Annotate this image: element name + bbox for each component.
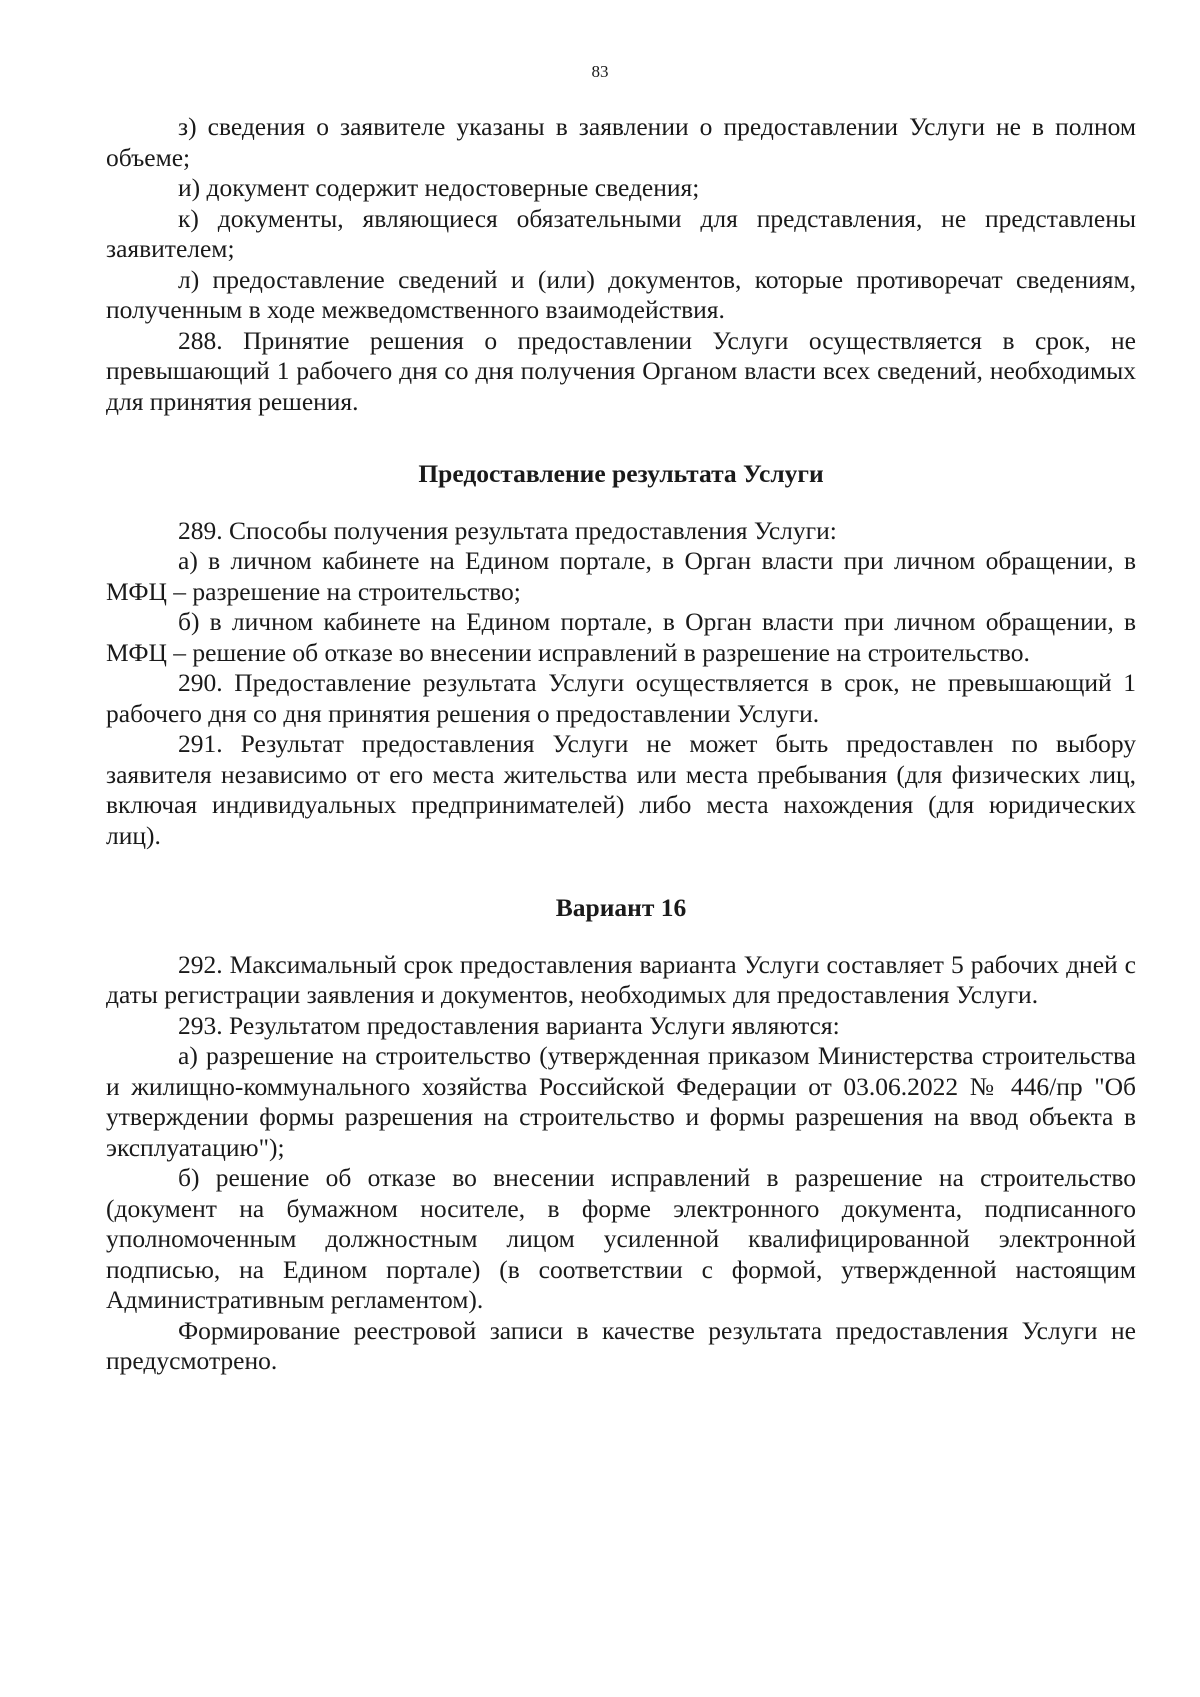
paragraph-288: 288. Принятие решения о предоставлении Услуги осуществляется в срок, не превышающий 1 рабочего дня со дня получения Органом власти всех сведений, необходимых для принятия решения. [106,325,1136,416]
paragraph-z: з) сведения о заявителе указаны в заявлении о предоставлении Услуги не в полном объеме; [106,112,1136,172]
paragraph-l: л) предоставление сведений и (или) документов, которые противоречат сведениям, полученным в ходе межведомственного взаимодействия. [106,264,1136,324]
paragraph-291: 291. Результат предоставления Услуги не может быть предоставлен по выбору заявителя независимо от его места жительства или места пребывания (для физических лиц, включая индивидуальных предпринимателей) либо места нахождения (для юридических лиц). [106,729,1136,850]
paragraph-293-a: а) разрешение на строительство (утвержденная приказом Министерства строительства и жилищно-коммунального хозяйства Российской Федерации от 03.06.2022 № 446/пр "Об утверждении формы разрешения на строительство и формы разрешения на ввод объекта в эксплуатацию"); [106,1041,1136,1162]
paragraph-290: 290. Предоставление результата Услуги осуществляется в срок, не превышающий 1 рабочего дня со дня принятия решения о предоставлении Услуги. [106,668,1136,728]
paragraph-i: и) документ содержит недостоверные сведения; [178,173,700,202]
paragraph-289-b: б) в личном кабинете на Едином портале, в Орган власти при личном обращении, в МФЦ – решение об отказе во внесении исправлений в разрешение на строительство. [106,607,1136,667]
paragraph-registry-note: Формирование реестровой записи в качестве результата предоставления Услуги не предусмотрено. [106,1315,1136,1375]
document-body [106,112,1136,1377]
section-heading-result: Предоставление результата Услуги [418,459,824,488]
section-heading-variant: Вариант 16 [555,893,687,922]
paragraph-k: к) документы, являющиеся обязательными для представления, не представлены заявителем; [106,203,1136,263]
paragraph-293: 293. Результатом предоставления варианта Услуги являются: [178,1010,840,1040]
paragraph-293-b: б) решение об отказе во внесении исправлений в разрешение на строительство (документ на бумажном носителе, в форме электронного документа, подписанного уполномоченным должностным лицом усиленной квалифицированной электронной подписью, на Едином портале) (в соответствии с формой, утвержденной настоящим Административным регламентом). [106,1163,1136,1314]
paragraph-289-a: а) в личном кабинете на Едином портале, в Орган власти при личном обращении, в МФЦ – разрешение на строительство; [106,546,1136,606]
page-number: 83 [591,62,609,81]
paragraph-292: 292. Максимальный срок предоставления варианта Услуги составляет 5 рабочих дней с даты регистрации заявления и документов, необходимых для предоставления Услуги. [106,949,1136,1009]
paragraph-289: 289. Способы получения результата предоставления Услуги: [178,515,837,545]
